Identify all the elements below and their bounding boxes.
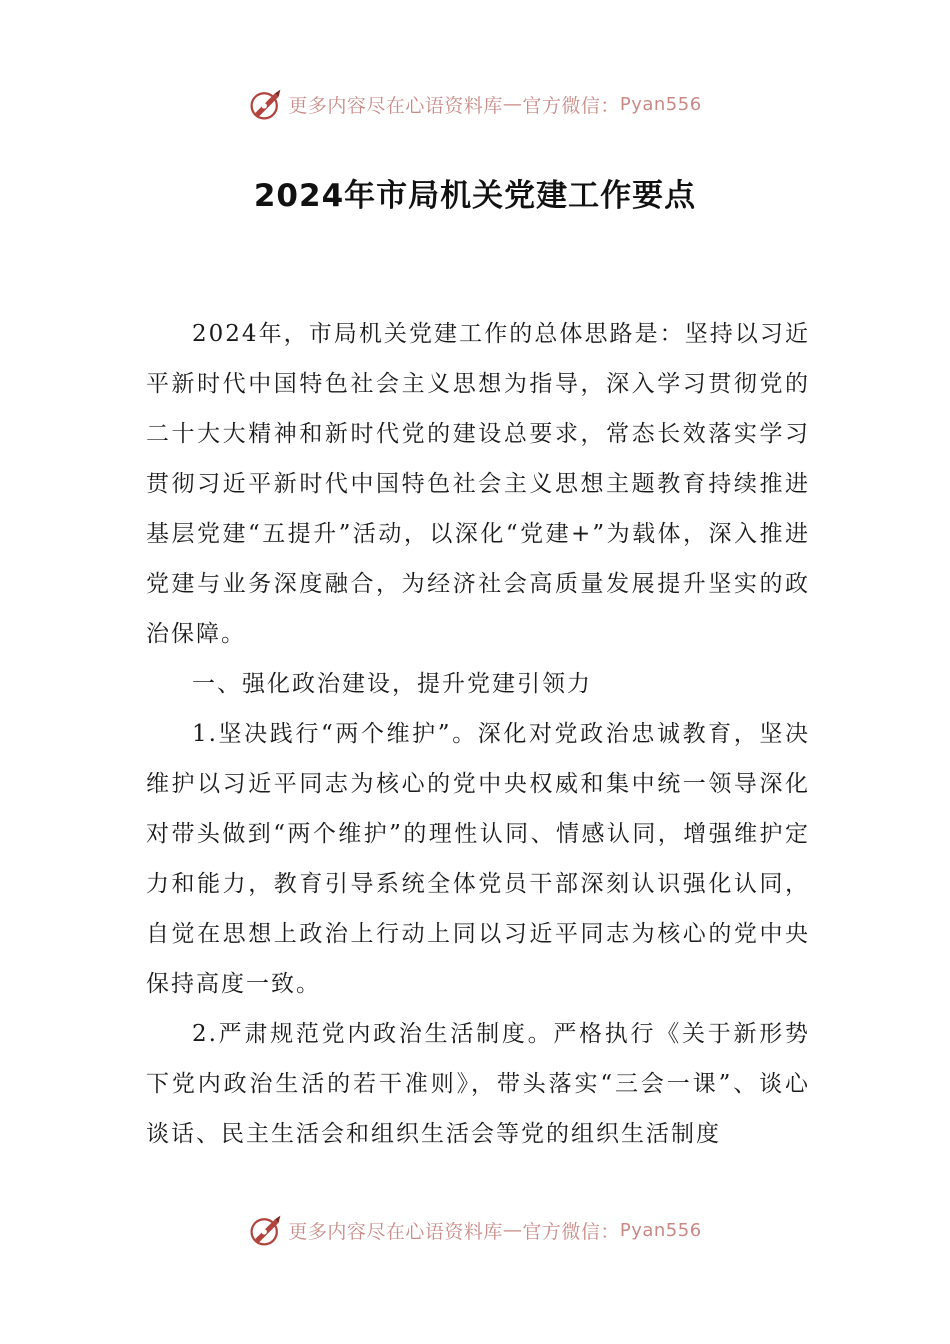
section-heading-1: 一、强化政治建设，提升党建引领力 — [192, 671, 592, 697]
watermark-separator: — — [502, 1219, 523, 1241]
watermark-suffix: 官方微信： — [522, 94, 620, 117]
pen-logo-icon — [248, 1212, 284, 1248]
paragraph-intro: 2024年，市局机关党建工作的总体思路是：坚持以习近平新时代中国特色社会主义思想为指导，深入学习贯彻党的二十大大精神和新时代党的建设总要求，常态长效落实学习贯彻习近平新时代中国特色社会主义思想主题教育持续推进基层党建“五提升”活动，以深化“党建+”为载体，深入推进党建与业务深度融合，为经济社会高质量发展提升坚实的政治保障。 — [146, 321, 810, 647]
paragraph-item-1: 1.坚决践行“两个维护”。深化对党政治忠诚教育，坚决维护以习近平同志为核心的党中央权威和集中统一领导深化对带头做到“两个维护”的理性认同、情感认同，增强维护定力和能力，教育引导系统全体党员干部深刻认识强化认同，自觉在思想上政治上行动上同以习近平同志为核心的党中央保持高度一致。 — [146, 721, 810, 997]
watermark-suffix: 官方微信： — [522, 1220, 620, 1243]
watermark-separator: — — [502, 93, 523, 115]
watermark-text: 更多内容尽在心语资料库 — [288, 94, 503, 117]
watermark-header — [0, 84, 950, 124]
document-title: 2024年市局机关党建工作要点 — [253, 178, 697, 214]
paragraph-item-2: 2.严肃规范党内政治生活制度。严格执行《关于新形势下党内政治生活的若干准则》，带头落实“三会一课”、谈心谈话、民主生活会和组织生活会等党的组织生活制度 — [146, 1021, 810, 1147]
pen-logo-icon — [248, 86, 284, 122]
watermark-id: Pyan556 — [619, 1219, 702, 1241]
watermark-id: Pyan556 — [619, 93, 702, 115]
watermark-text: 更多内容尽在心语资料库 — [288, 1220, 503, 1243]
watermark-footer — [0, 1210, 950, 1250]
document-body — [146, 309, 810, 1159]
